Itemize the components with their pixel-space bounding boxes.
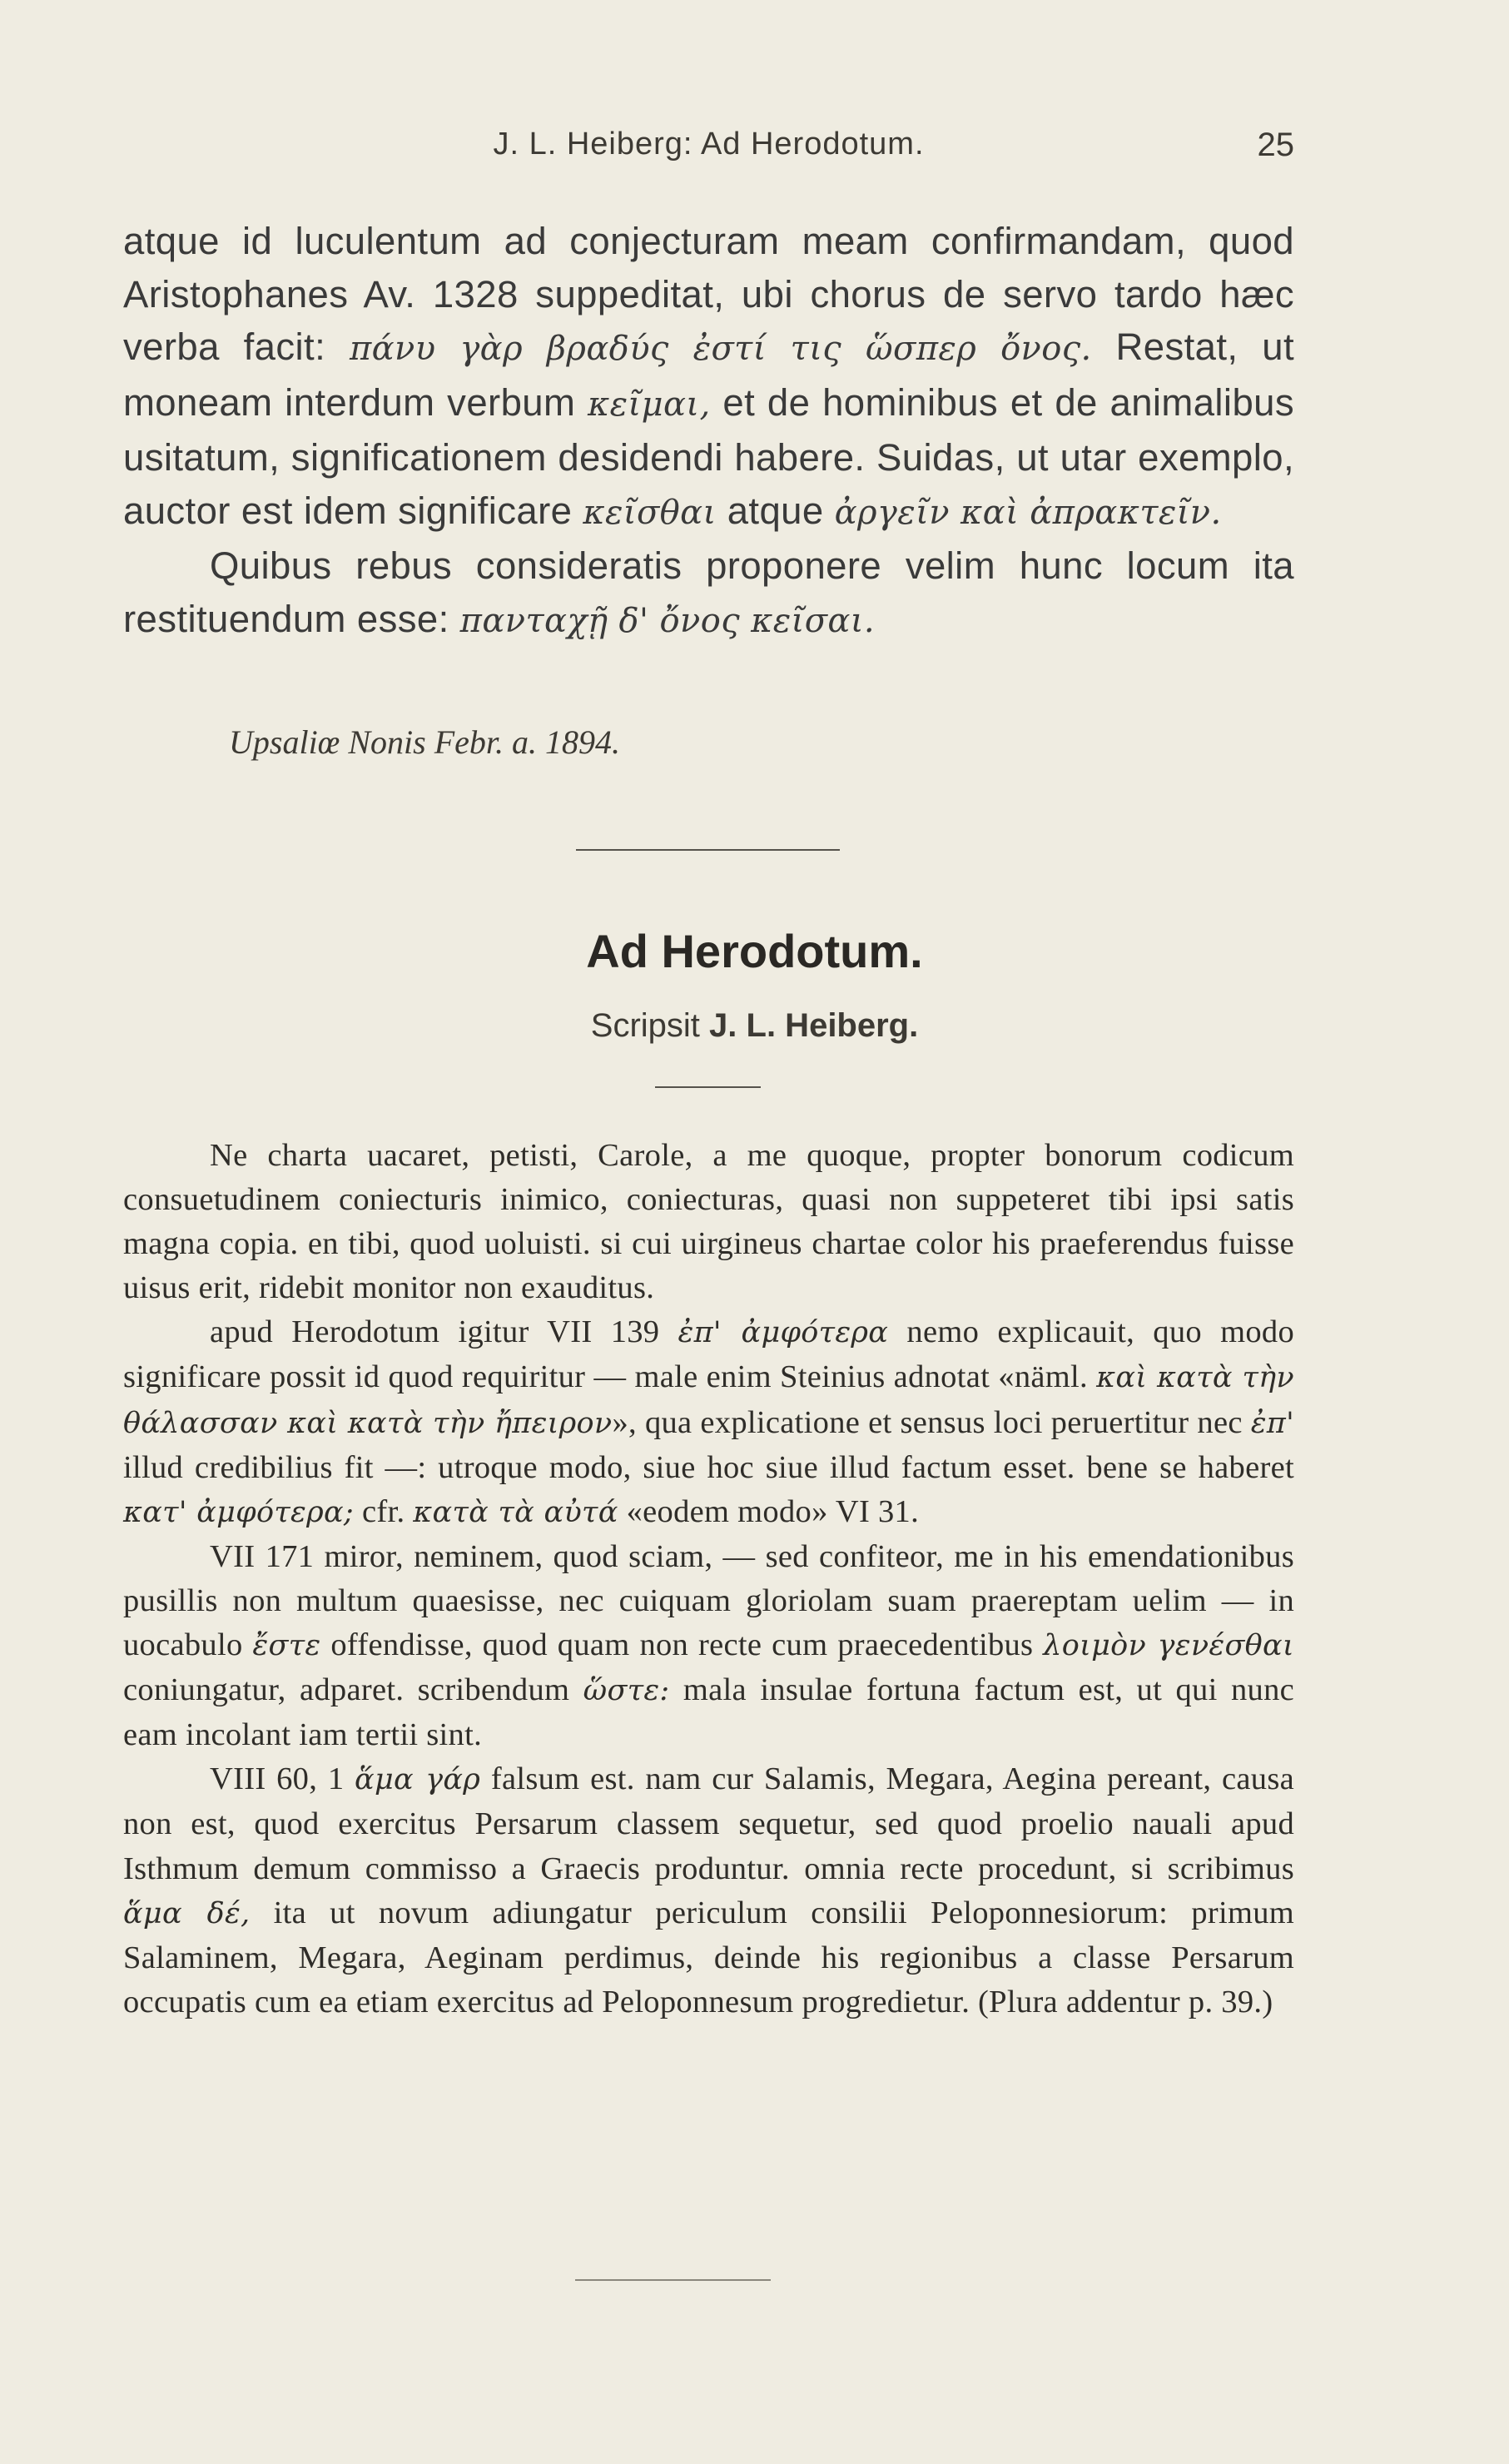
- greek-word: κεῖμαι,: [588, 385, 711, 424]
- article-title: Ad Herodotum.: [586, 925, 923, 977]
- paragraph: [123, 539, 1294, 648]
- text-run: atque id luculentum ad conjecturam meam confirmandam, quod Aristophanes Av. 1328 suppeditat, ubi chorus de servo tardo hæc verba facit:: [123, 220, 1294, 368]
- text-run: falsum est. nam cur Salamis, Megara, Aegina pereant, causa non est, quod exercitus Persarum classem sequetur, sed quod proelio nauali apud Isthmum demum commisso a Graecis produntur. omnia recte procedunt, si scribimus: [123, 1761, 1294, 1886]
- paragraph: [123, 1535, 1294, 1757]
- greek-phrase: λοιμὸν γενέσθαι: [1043, 1629, 1295, 1663]
- separator-rule: [655, 1086, 761, 1088]
- greek-word: ἔστε: [252, 1629, 321, 1663]
- paragraph: [123, 215, 1294, 539]
- text-run: », qua explicatione et sensus loci peruertitur nec: [612, 1404, 1251, 1440]
- paragraph: [123, 1757, 1294, 2024]
- greek-word: κεῖσθαι: [583, 493, 717, 532]
- greek-phrase: ἅμα γάρ: [355, 1763, 481, 1797]
- running-head: [123, 127, 1294, 176]
- text-run: atque: [716, 489, 835, 532]
- text-run: Restat, ut moneam interdum verbum: [123, 325, 1294, 424]
- text-run: ita ut novum adiungatur periculum consilii Peloponnesiorum: primum Salaminem, Megara, Aeginam perdimus, deinde his regionibus a classe Persarum occupatis cum ea etiam exercitus ad Peloponnesum progredietur. (Plura addentur p. 39.): [123, 1895, 1294, 2019]
- article-body: [123, 1134, 1294, 2024]
- paragraph: Ne charta uacaret, petisti, Carole, a me quoque, propter bonorum codicum consuetudinem coniecturis inimico, coniecturas, quasi non suppeteret tibi ipsi satis magna copia. en tibi, quod uoluisti. si cui uirgineus chartae color his praeferendus fuisse uisus erit, ridebit monitor non exauditus.: [123, 1138, 1294, 1306]
- text-run: apud Herodotum igitur VII 139: [210, 1314, 678, 1350]
- page-number: 25: [1257, 127, 1294, 163]
- byline: [0, 1007, 1509, 1045]
- greek-phrase: κατ' ἀμφότερα;: [123, 1495, 355, 1529]
- byline-prefix: Scripsit: [590, 1007, 700, 1044]
- dateline: Upsaliœ Nonis Febr. a. 1894.: [229, 723, 621, 761]
- text-run: Quibus rebus consideratis proponere velim hunc locum ita restituendum esse:: [123, 544, 1294, 640]
- greek-phrase: ἅμα δέ,: [123, 1896, 251, 1930]
- greek-quote: πάνυ γὰρ βραδύς ἐστί τις ὥσπερ ὄνος.: [349, 330, 1092, 368]
- paragraph: [123, 1310, 1294, 1534]
- text-run: cfr.: [354, 1493, 414, 1529]
- text-run: nemo explicauit, quo modo significare possit id quod requiritur — male enim Steinius adnotat «näml.: [123, 1314, 1294, 1395]
- greek-word: ἐπ': [1250, 1406, 1295, 1440]
- text-run: VII 171 miror, neminem, quod sciam, — sed confiteor, me in his emendationibus pusillis non multum quaesisse, nec cuiquam gloriolam suam praereptam uelim — in uocabulo: [123, 1538, 1294, 1663]
- running-title: J. L. Heiberg: Ad Herodotum.: [493, 127, 925, 161]
- text-run: offendisse, quod quam non recte cum praecedentibus: [320, 1627, 1044, 1663]
- text-run: VIII 60, 1: [210, 1761, 355, 1797]
- text-run: «eodem modo» VI 31.: [618, 1493, 920, 1529]
- greek-phrase: ἐπ' ἀμφότερα: [678, 1316, 889, 1350]
- greek-phrase: ἀργεῖν καὶ ἀπρακτεῖν.: [834, 493, 1222, 532]
- text-run: illud credibilius fit —: utroque modo, siue hoc siue illud factum esset. bene se haberet: [123, 1449, 1294, 1485]
- text-run: coniungatur, adparet. scribendum: [123, 1672, 583, 1708]
- previous-article-ending: [123, 215, 1294, 648]
- footer-rule: [575, 2279, 771, 2281]
- greek-phrase: κατὰ τὰ αὐτά: [413, 1495, 618, 1529]
- text-run: et de hominibus et de animalibus usitatum, significationem desidendi habere. Suidas, ut utar exemplo, auctor est idem significare: [123, 380, 1294, 532]
- greek-emendation: πανταχῇ δ' ὄνος κεῖσαι.: [459, 601, 876, 640]
- greek-phrase: καὶ κατὰ τὴν θάλασσαν καὶ κατὰ τὴν ἤπειρον: [123, 1361, 1294, 1440]
- greek-word: ὥστε:: [583, 1674, 670, 1708]
- text-run: mala insulae fortuna factum est, ut qui nunc eam incolant iam tertii sint.: [123, 1672, 1295, 1753]
- separator-rule: [576, 849, 840, 851]
- byline-author: J. L. Heiberg.: [709, 1007, 919, 1044]
